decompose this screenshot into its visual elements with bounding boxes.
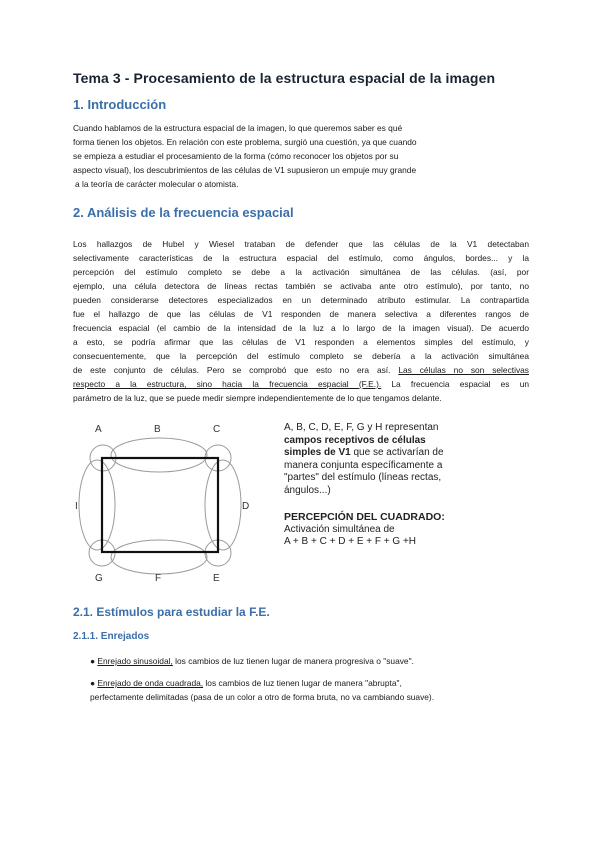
text-line: ejemplo, una célula detectora de líneas rectas también se activaba ante otro estímulo), por tanto, no — [73, 281, 529, 291]
receptive-field-d — [205, 460, 241, 550]
bullet-text: los cambios de luz tienen lugar de manera "abrupta", — [203, 678, 402, 688]
receptive-field-f — [111, 540, 207, 574]
bullet-text: los cambios de luz tienen lugar de manera progresiva o "suave". — [172, 656, 414, 666]
label-a: A — [95, 424, 102, 435]
label-g: G — [95, 573, 103, 584]
bullet-term: Enrejado de onda cuadrada, — [97, 678, 204, 688]
caption-line: Activación simultánea de — [284, 523, 395, 535]
caption-line: ángulos...) — [284, 484, 331, 496]
bullet-icon: ● — [90, 678, 96, 688]
section-2-1-1-heading: 2.1.1. Enrejados — [73, 631, 150, 642]
text-run: La frecuencia espacial es un — [381, 379, 530, 389]
text-line: pueden considerarse detectores especializados en un determinado atributo estimular. La contrapartida — [73, 295, 529, 305]
caption-line — [284, 447, 484, 460]
text-line: aspecto visual), los descubrimientos de las células de V1 supusieron un empuje muy grande — [73, 165, 417, 175]
analysis-paragraph — [73, 237, 529, 405]
label-c: C — [213, 424, 221, 435]
text-line: selectivamente características de la estructura espacial del estímulo, como ángulos, bordes... y la — [73, 253, 529, 263]
text-line: consecuentemente, que la percepción del estímulo completo se debería a la activación simultánea — [73, 351, 529, 361]
section-2-1-heading: 2.1. Estímulos para estudiar la F.E. — [73, 605, 270, 619]
caption-run: que se activarían de — [350, 447, 444, 458]
receptive-field-b — [111, 438, 207, 472]
caption-bold: simples de V1 — [284, 447, 351, 458]
label-b: B — [154, 424, 161, 435]
label-i: I — [75, 501, 78, 512]
text-line: Los hallazgos de Hubel y Wiesel trataban de defender que las células de la V1 detectaban — [73, 239, 529, 249]
receptive-fields-diagram — [75, 418, 265, 588]
bullet-term: Enrejado sinusoidal, — [97, 656, 173, 666]
section-1-heading: 1. Introducción — [73, 97, 167, 112]
text-line: a la teoría de carácter molecular o atomista. — [75, 179, 239, 189]
perception-title: PERCEPCIÓN DEL CUADRADO: — [284, 511, 445, 523]
text-run: de este conjunto de células. Pero se comprobó que esto no era así. — [73, 365, 391, 375]
text-line: se empieza a estudiar el procesamiento de la forma (cómo reconocer los objetos por su — [73, 151, 399, 161]
caption-line: "partes" del estímulo (líneas rectas, — [284, 472, 442, 483]
bullet-icon: ● — [90, 656, 96, 666]
label-f: F — [155, 573, 162, 584]
caption-line: A + B + C + D + E + F + G +H — [284, 536, 417, 547]
section-2-heading: 2. Análisis de la frecuencia espacial — [73, 205, 294, 220]
label-d: D — [242, 501, 250, 512]
introduction-paragraph — [73, 121, 529, 191]
text-line: percepción del estímulo completo se debe a la activación simultánea de las células. (así, por — [73, 267, 529, 277]
underlined-text: Las células no son selectivas — [398, 365, 529, 375]
underlined-text: respecto a la estructura, sino hacia la frecuencia espacial (F.E.). — [73, 379, 382, 389]
caption-line: manera conjunta específicamente a — [284, 459, 443, 471]
caption-line: campos receptivos de células — [284, 434, 426, 446]
text-line: parámetro de la luz, que se puede medir siempre independientemente de lo que tengamos delante. — [73, 393, 442, 403]
bullet-item — [90, 676, 530, 690]
caption-line: A, B, C, D, E, F, G y H representan — [284, 422, 439, 433]
bullet-item — [90, 654, 530, 668]
text-line: forma tienen los objetos. En relación con este problema, surgió una cuestión, ya que cuando — [73, 137, 417, 147]
text-line — [73, 363, 529, 377]
label-e: E — [213, 573, 220, 584]
bullet-continuation: perfectamente delimitadas (pasa de un color a otro de forma bruta, no va cambiando suave). — [90, 692, 435, 702]
receptive-field-i — [79, 460, 115, 550]
figure-caption — [284, 422, 484, 549]
text-line — [73, 377, 529, 391]
page-title: Tema 3 - Procesamiento de la estructura espacial de la imagen — [73, 70, 496, 86]
text-line: Cuando hablamos de la estructura espacial de la imagen, lo que queremos saber es qué — [73, 123, 403, 133]
text-line: frecuencia espacial (el cambio de la intensidad de la luz a lo largo de la imagen visual). De acuerdo — [73, 323, 529, 333]
text-line: a esto, se podría afirmar que las células de V1 responden a elementos simples del estímulo, y — [73, 337, 529, 347]
text-line: fue el hallazgo de que las células de V1 responden de manera selectiva a diferentes rangos de — [73, 309, 529, 319]
